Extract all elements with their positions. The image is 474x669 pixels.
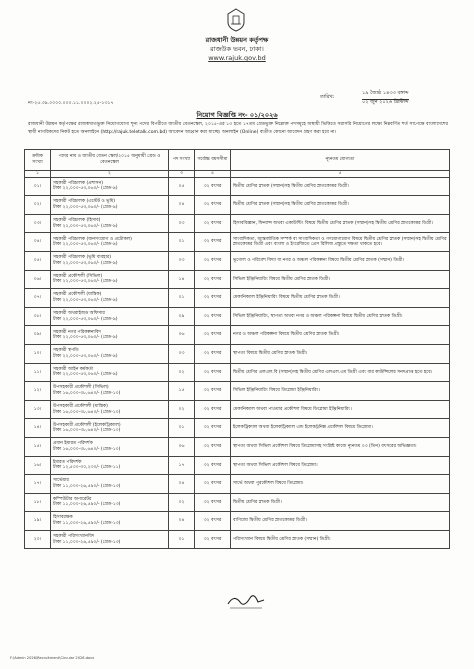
post-cell bbox=[51, 382, 169, 401]
post-name: সহকারী অথরাইজড অফিসার bbox=[53, 310, 105, 316]
age-cell bbox=[195, 326, 231, 345]
serial-text: ১৬। bbox=[33, 462, 42, 468]
serial-text: ১১। bbox=[33, 369, 42, 375]
age-cell bbox=[195, 475, 231, 494]
serial-cell bbox=[25, 400, 51, 419]
age-cell bbox=[195, 530, 231, 549]
serial-text: ২০। bbox=[33, 536, 42, 542]
post-cell bbox=[51, 475, 169, 494]
post-name: সহকারী পরিসংখ্যানবিদ bbox=[53, 534, 95, 540]
post-grade: টাকা ২২,০০০-৫৩,০৬০/- (গ্রেড-৯) bbox=[53, 316, 118, 322]
serial-cell bbox=[25, 475, 51, 494]
post-count: ০৪ bbox=[178, 202, 185, 208]
table-row bbox=[25, 512, 450, 531]
index-cell: ১ bbox=[25, 171, 51, 178]
serial-cell bbox=[25, 419, 51, 438]
post-count: ০৪ bbox=[178, 481, 185, 487]
post-count: ০২ bbox=[178, 406, 185, 412]
post-name: উপসহকারী প্রকৌশলী (যান্ত্রিক) bbox=[53, 403, 108, 409]
table-row bbox=[25, 344, 450, 363]
post-name: সহকারী প্রকৌশলী (সিভিল) bbox=[53, 273, 103, 279]
qualification-cell bbox=[231, 493, 450, 512]
header-post: পদের নাম ও জাতীয় বেতন স্কেল/২০১৫ অনুযায়ী গ্রেড ও বেতনস্কেল bbox=[51, 150, 169, 171]
qualification-cell bbox=[231, 307, 450, 326]
post-grade: টাকা ২২,০০০-৫৩,০৬০/- (গ্রেড-৯) bbox=[53, 204, 118, 210]
serial-text: ০৩। bbox=[33, 220, 42, 226]
age-limit: ৩২ বৎসর bbox=[203, 462, 222, 468]
qualification-cell bbox=[231, 177, 450, 196]
post-count: ০১ bbox=[178, 239, 185, 245]
age-limit: ৩২ বৎসর bbox=[203, 369, 222, 375]
serial-cell bbox=[25, 512, 51, 531]
count-cell bbox=[169, 289, 195, 308]
circular-title: নিয়োগ বিজ্ঞপ্তি নং- ০১/২০২৬ bbox=[196, 111, 278, 119]
table-index-row bbox=[25, 171, 450, 178]
age-limit: ৩২ বৎসর bbox=[203, 332, 222, 338]
count-cell bbox=[169, 326, 195, 345]
count-cell bbox=[169, 456, 195, 475]
age-cell bbox=[195, 233, 231, 252]
age-cell bbox=[195, 493, 231, 512]
age-limit: ৩২ বৎসর bbox=[203, 406, 222, 412]
serial-cell bbox=[25, 530, 51, 549]
table-row bbox=[25, 363, 450, 382]
post-cell bbox=[51, 289, 169, 308]
age-limit: ৩২ বৎসর bbox=[203, 388, 222, 394]
post-name: হিসাবরক্ষক bbox=[53, 515, 73, 521]
serial-cell bbox=[25, 326, 51, 345]
age-limit: ৩২ বৎসর bbox=[203, 202, 222, 208]
table-row bbox=[25, 493, 450, 512]
serial-cell bbox=[25, 251, 51, 270]
posts-table bbox=[24, 149, 450, 549]
serial-text: ১৭। bbox=[33, 481, 42, 487]
qualification-cell bbox=[231, 344, 450, 363]
index-cell: ৩ bbox=[169, 171, 195, 178]
serial-text: ০২। bbox=[33, 202, 42, 208]
post-cell bbox=[51, 177, 169, 196]
qualification-text: নগর ও অঞ্চল পরিকল্পনা বিষয়ে দ্বিতীয় শ্রেণির স্নাতক ডিগ্রী। bbox=[233, 332, 340, 338]
count-cell bbox=[169, 493, 195, 512]
post-count: ০১ bbox=[178, 536, 185, 542]
serial-text: ০৬। bbox=[33, 276, 42, 282]
table-row bbox=[25, 251, 450, 270]
post-count: ০৯ bbox=[178, 313, 185, 319]
index-cell: ৫ bbox=[231, 171, 450, 178]
post-cell bbox=[51, 530, 169, 549]
qualification-text: দ্বিতীয় শ্রেণির স্নাতক (সম্মান)সহ দ্বিতীয় শ্রেণির স্নাতকোত্তর ডিগ্রী। bbox=[233, 183, 349, 189]
count-cell bbox=[169, 419, 195, 438]
serial-cell bbox=[25, 363, 51, 382]
qualification-text: স্থাপত্য বিষয়ে দ্বিতীয় শ্রেণির স্নাতক ডিগ্রী। bbox=[233, 350, 308, 356]
post-count: ০২ bbox=[178, 369, 185, 375]
serial-text: ০৫। bbox=[33, 257, 42, 263]
post-name: সার্ভেয়ার bbox=[53, 478, 69, 484]
post-cell bbox=[51, 233, 169, 252]
serial-text: ০৭। bbox=[33, 295, 42, 301]
qualification-cell bbox=[231, 400, 450, 419]
serial-cell bbox=[25, 456, 51, 475]
post-grade: টাকা ২২,০০০-৫৩,০৬০/- (গ্রেড-৯) bbox=[53, 186, 118, 192]
post-count: ১৫ bbox=[178, 388, 185, 394]
age-limit: ৩২ বৎসর bbox=[203, 239, 222, 245]
post-count: ১৭ bbox=[178, 462, 185, 468]
age-cell bbox=[195, 177, 231, 196]
count-cell bbox=[169, 196, 195, 215]
post-name: সহকারী পরিচালক (জনসংযোগ ও প্রটোকল) bbox=[53, 236, 132, 242]
age-cell bbox=[195, 289, 231, 308]
age-limit: ৩২ বৎসর bbox=[203, 183, 222, 189]
age-cell bbox=[195, 512, 231, 531]
serial-cell bbox=[25, 214, 51, 233]
qualification-text: সিভিল ইঞ্জিনিয়ারিং বিষয়ে ডিপ্লোমা ইঞ্জিনিয়ারিং। bbox=[233, 388, 321, 394]
age-cell bbox=[195, 196, 231, 215]
org-address: রাজউক ভবন, ঢাকা। bbox=[210, 45, 264, 53]
table-row bbox=[25, 196, 450, 215]
serial-text: ০১। bbox=[33, 183, 42, 189]
footer-filepath: F:\Admin 2026\Recruitment\Circular 2026.docx bbox=[10, 656, 95, 660]
post-grade: টাকা ২২,০০০-৫৩,০৬০/- (গ্রেড-৯) bbox=[53, 242, 118, 248]
table-row bbox=[25, 437, 450, 456]
serial-text: ০৪। bbox=[33, 239, 42, 245]
serial-text: ১৫। bbox=[33, 443, 42, 449]
age-cell bbox=[195, 400, 231, 419]
post-grade: টাকা ২২,০০০-৫৩,০৬০/- (গ্রেড-৯) bbox=[53, 223, 118, 229]
index-cell: ২ bbox=[51, 171, 169, 178]
post-count: ০১ bbox=[178, 425, 185, 431]
count-cell bbox=[169, 512, 195, 531]
qualification-cell bbox=[231, 196, 450, 215]
qualification-cell bbox=[231, 437, 450, 456]
qualification-text: সিভিল ইঞ্জিনিয়ারিং, স্থাপত্য অথবা নগর ও অঞ্চল পরিকল্পনা বিষয়ে দ্বিতীয় শ্রেণির স্নাতক ডিগ্রী। bbox=[233, 313, 403, 319]
age-cell bbox=[195, 270, 231, 289]
age-limit: ৩২ বৎসর bbox=[203, 425, 222, 431]
header-qualification: ন্যূনতম যোগ্যতা bbox=[231, 150, 450, 171]
qualification-text: স্থাপত্য অথবা সিভিল প্রকৌশল বিষয়ে ডিপ্লোমা। bbox=[233, 462, 318, 468]
age-limit: ৩২ বৎসর bbox=[203, 257, 222, 263]
age-cell bbox=[195, 214, 231, 233]
age-limit: ৩২ বৎসর bbox=[203, 313, 222, 319]
post-cell bbox=[51, 512, 169, 531]
serial-text: ১৪। bbox=[33, 425, 42, 431]
age-cell bbox=[195, 382, 231, 401]
post-grade: টাকা ১১,০০০-২৬,৫৯০/- (গ্রেড-১৩) bbox=[53, 483, 121, 489]
table-row bbox=[25, 400, 450, 419]
post-cell bbox=[51, 344, 169, 363]
serial-cell bbox=[25, 270, 51, 289]
header-serial: ক্রমিক সংখ্যা bbox=[25, 150, 51, 171]
post-grade: টাকা ২২,০০০-৫৩,০৬০/- (গ্রেড-৯) bbox=[53, 353, 118, 359]
table-row bbox=[25, 530, 450, 549]
age-limit: ৩২ বৎসর bbox=[203, 518, 222, 524]
age-cell bbox=[195, 344, 231, 363]
qualification-cell bbox=[231, 233, 450, 252]
serial-cell bbox=[25, 307, 51, 326]
age-cell bbox=[195, 456, 231, 475]
table-row bbox=[25, 289, 450, 308]
header-age: সর্বোচ্চ বয়সসীমা bbox=[195, 150, 231, 171]
post-cell bbox=[51, 251, 169, 270]
post-grade: টাকা ১৬,০০০-৩৮,৬৪০/- (গ্রেড-১০) bbox=[53, 428, 121, 434]
date-label: তারিখ: bbox=[320, 94, 335, 100]
serial-cell bbox=[25, 196, 51, 215]
count-cell bbox=[169, 363, 195, 382]
post-name: কম্পিউটার অপারেটর bbox=[53, 496, 92, 502]
post-cell bbox=[51, 363, 169, 382]
qualification-text: মেকানিক্যাল ইঞ্জিনিয়ারিং বিষয়ে দ্বিতীয় শ্রেণির স্নাতক ডিগ্রী। bbox=[233, 295, 340, 301]
age-limit: ৩২ বৎসর bbox=[203, 443, 222, 449]
post-grade: টাকা ১১,০০০-২৬,৫৯০/- (গ্রেড-১৩) bbox=[53, 539, 121, 545]
qualification-text: স্থাপত্য অথবা সিভিল প্রকৌশল বিষয়ে ডিপ্লোমাসহ সংশ্লিষ্ট কাজে ন্যূনতম ০৩ (তিন) বৎসরের অভিজ্ঞতা। bbox=[233, 443, 417, 449]
qualification-cell bbox=[231, 382, 450, 401]
post-grade: টাকা ১৬,০০০-৩৮,৬৪০/- (গ্রেড-১০) bbox=[53, 390, 121, 396]
table-row bbox=[25, 326, 450, 345]
count-cell bbox=[169, 251, 195, 270]
count-cell bbox=[169, 344, 195, 363]
qualification-cell bbox=[231, 363, 450, 382]
serial-text: ১৮। bbox=[33, 499, 42, 505]
serial-text: ০৮। bbox=[33, 313, 42, 319]
table-row bbox=[25, 233, 450, 252]
count-cell bbox=[169, 270, 195, 289]
post-count: ০৩ bbox=[178, 350, 185, 356]
qualification-text: দ্বিতীয় শ্রেণির এলএল.বি (সম্মান)সহ দ্বিতীয় শ্রেণির এলএল.এম ডিগ্রী এবং বার কাউন্সিলের সনদপ্রাপ্ত হতে হবে। bbox=[233, 369, 433, 375]
count-cell bbox=[169, 177, 195, 196]
org-name: রাজধানী উন্নয়ন কর্তৃপক্ষ bbox=[205, 36, 269, 44]
qualification-cell bbox=[231, 456, 450, 475]
rajuk-logo-icon bbox=[226, 8, 246, 32]
post-cell bbox=[51, 196, 169, 215]
post-grade: টাকা ২২,০০০-৫৩,০৬০/- (গ্রেড-৯) bbox=[53, 335, 118, 341]
age-limit: ৩২ বৎসর bbox=[203, 499, 222, 505]
post-cell bbox=[51, 437, 169, 456]
post-count: ০১ bbox=[178, 295, 185, 301]
qualification-cell bbox=[231, 270, 450, 289]
post-grade: টাকা ১৬,০০০-৩৮,৬৪০/- (গ্রেড-১০) bbox=[53, 409, 121, 415]
post-name: সহকারী আইন কর্মকর্তা bbox=[53, 366, 94, 372]
serial-cell bbox=[25, 177, 51, 196]
count-cell bbox=[169, 382, 195, 401]
count-cell bbox=[169, 214, 195, 233]
post-count: ০৩ bbox=[178, 220, 185, 226]
age-cell bbox=[195, 363, 231, 382]
qualification-text: ভূগোল ও পরিবেশ বিদ্যা বা নগর ও অঞ্চল পরিকল্পনা বিষয়ে দ্বিতীয় শ্রেণির স্নাতক (সম্মান) ডিগ্রী। bbox=[233, 257, 405, 263]
header-count: পদ সংখ্যা bbox=[169, 150, 195, 171]
post-grade: টাকা ২২,০০০-৫৩,০৬০/- (গ্রেড-৯) bbox=[53, 279, 118, 285]
serial-text: ১০। bbox=[33, 350, 42, 356]
post-name: প্রধান ইমারত পরিদর্শক bbox=[53, 441, 93, 447]
post-cell bbox=[51, 400, 169, 419]
post-name: সহকারী পরিচালক (হিসাব) bbox=[53, 217, 101, 223]
qualification-text: বাণিজ্যে দ্বিতীয় শ্রেণির স্নাতকোত্তর ডিগ্রী। bbox=[233, 518, 307, 524]
post-cell bbox=[51, 419, 169, 438]
qualification-text: সার্ভে অথবা পুরকৌশল বিষয়ে ডিপ্লোমা। bbox=[233, 481, 304, 487]
serial-cell bbox=[25, 382, 51, 401]
qualification-text: দ্বিতীয় শ্রেণির স্নাতক ডিগ্রী। bbox=[233, 499, 282, 505]
post-grade: টাকা ২২,০০০-৫৩,০৬০/- (গ্রেড-৯) bbox=[53, 260, 118, 266]
post-name: সহকারী প্রকৌশলী (যান্ত্রিক) bbox=[53, 292, 102, 298]
post-name: সহকারী স্থপতি bbox=[53, 348, 79, 354]
count-cell bbox=[169, 233, 195, 252]
post-cell bbox=[51, 307, 169, 326]
serial-cell bbox=[25, 233, 51, 252]
age-limit: ৩২ বৎসর bbox=[203, 481, 222, 487]
post-grade: টাকা ১১,০০০-২৬,৫৯০/- (গ্রেড-১৩) bbox=[53, 521, 121, 527]
table-body bbox=[25, 177, 450, 549]
serial-text: ১৯। bbox=[33, 518, 42, 524]
qualification-cell bbox=[231, 419, 450, 438]
table-header-row bbox=[25, 150, 450, 171]
qualification-cell bbox=[231, 530, 450, 549]
qualification-text: মেকানিক্যাল অথবা পাওয়ার প্রকৌশল বিষয়ে ডিপ্লোমা ইঞ্জিনিয়ারিং। bbox=[233, 406, 352, 412]
age-limit: ৩২ বৎসর bbox=[203, 536, 222, 542]
serial-text: ১৩। bbox=[33, 406, 42, 412]
qualification-text: সিভিল ইঞ্জিনিয়ারিং বিষয়ে দ্বিতীয় শ্রেণির স্নাতক ডিগ্রী। bbox=[233, 276, 331, 282]
qualification-text: সাংবাদিকতা, আন্তর্জাতিক সম্পর্ক বা সাংবাদিকতা ও গণযোগাযোগ বিষয়ে দ্বিতীয় শ্রেণির স্নাতক (সম্মান)সহ দ্বিতীয় শ্রেণির স্নাতকোত্তর ডিগ্রী এবং বাংলা ও ইংরেজিতে প্রেস রিলিজ প্রস্তুতে দক্ষতা থাকতে হবে। bbox=[233, 236, 447, 248]
qualification-cell bbox=[231, 326, 450, 345]
serial-text: ১২। bbox=[33, 388, 42, 394]
table-row bbox=[25, 419, 450, 438]
count-cell bbox=[169, 530, 195, 549]
post-count: ০৫ bbox=[178, 183, 185, 189]
count-cell bbox=[169, 475, 195, 494]
serial-text: ০৯। bbox=[33, 332, 42, 338]
post-name: উপসহকারী প্রকৌশলী (সিভিল) bbox=[53, 385, 109, 391]
qualification-text: পরিসংখ্যান বিষয়ে দ্বিতীয় শ্রেণির স্নাতক (সম্মান) ডিগ্রী। bbox=[233, 536, 331, 542]
age-cell bbox=[195, 437, 231, 456]
date-bangla: ১৯ জ্যৈষ্ঠ ১৪৩৩ বঙ্গাব্দ bbox=[362, 90, 409, 100]
index-cell: ৪ bbox=[195, 171, 231, 178]
serial-cell bbox=[25, 493, 51, 512]
memo-number: নং-২৫.৩৯.০০০০.০০০.১১.০০০২.২৫-১৩১৭ bbox=[28, 101, 114, 106]
qualification-text: হিসাববিজ্ঞান, ফিন্যান্স অথবা একাউন্টিং বিষয়ে দ্বিতীয় শ্রেণির স্নাতক (সম্মান)সহ দ্বিতীয় শ্রেণির স্নাতকোত্তর ডিগ্রী। bbox=[233, 220, 433, 226]
post-grade: টাকা ১১,০০০-২৬,৫৯০/- (গ্রেড-১৩) bbox=[53, 502, 121, 508]
qualification-cell bbox=[231, 214, 450, 233]
post-name: উপসহকারী প্রকৌশলী (ইলেকট্রিক্যাল) bbox=[53, 422, 121, 428]
qualification-text: ইলেকট্রিক্যাল অথবা ইলেকট্রিক্যাল এন্ড ইলেকট্রনিক্স প্রকৌশল বিষয়ে ডিপ্লোমা। bbox=[233, 425, 373, 431]
age-limit: ৩২ বৎসর bbox=[203, 276, 222, 282]
serial-cell bbox=[25, 344, 51, 363]
qualification-cell bbox=[231, 251, 450, 270]
qualification-text: দ্বিতীয় শ্রেণির স্নাতক (সম্মান)সহ দ্বিতীয় শ্রেণির স্নাতকোত্তর ডিগ্রী। bbox=[233, 202, 349, 208]
signature-icon bbox=[224, 590, 268, 612]
age-cell bbox=[195, 251, 231, 270]
post-count: ০৩ bbox=[178, 257, 185, 263]
post-name: সহকারী পরিচালক (এস্টেট ও ভূমি) bbox=[53, 199, 116, 205]
post-cell bbox=[51, 493, 169, 512]
post-grade: টাকা ১২,৫০০-৩০,২৩০/- (গ্রেড-১১) bbox=[53, 465, 121, 471]
post-grade: টাকা ২২,০০০-৫৩,০৬০/- (গ্রেড-৯) bbox=[53, 297, 118, 303]
org-website[interactable]: www.rajuk.gov.bd bbox=[208, 54, 266, 62]
table-row bbox=[25, 214, 450, 233]
age-cell bbox=[195, 307, 231, 326]
qualification-cell bbox=[231, 289, 450, 308]
post-grade: টাকা ২২,০০০-৫৩,০৬০/- (গ্রেড-৯) bbox=[53, 372, 118, 378]
table-row bbox=[25, 456, 450, 475]
age-limit: ৩২ বৎসর bbox=[203, 220, 222, 226]
qualification-cell bbox=[231, 475, 450, 494]
age-limit: ৩২ বৎসর bbox=[203, 295, 222, 301]
post-count: ১৪ bbox=[178, 276, 185, 282]
age-cell bbox=[195, 419, 231, 438]
table-row bbox=[25, 177, 450, 196]
post-name: ইমারত পরিদর্শক bbox=[53, 459, 82, 465]
serial-cell bbox=[25, 437, 51, 456]
post-cell bbox=[51, 456, 169, 475]
post-count: ০৪ bbox=[178, 518, 185, 524]
count-cell bbox=[169, 437, 195, 456]
circular-intro: রাজধানী উন্নয়ন কর্তৃপক্ষের রাজস্বখাতভুক্ত নিয়োগযোগ্য শূন্য পদের বিপরীতে জাতীয় বেতনস্কেল, ২০১৫-এর ১৩ হতে ১৭তম গ্রেডভুক্ত নিম্নোক্ত পদসমূহে অস্থায়ী ভিত্তিতে সরাসরি নিয়োগের লক্ষ্যে নিম্নবর্ণিত শর্ত সাপেক্ষে বাংলাদেশের স্থায়ী নাগরিকদের নিকট হতে অনলাইনে (http://rajuk.teletalk.com.bd) আবেদন আহ্বান করা যাচ্ছে। অনলাইন (Online) ব্যতীত কোনো আবেদন গ্রহণ করা হবে না। bbox=[28, 122, 448, 135]
table-row bbox=[25, 270, 450, 289]
table-row bbox=[25, 307, 450, 326]
table-row bbox=[25, 475, 450, 494]
post-cell bbox=[51, 270, 169, 289]
count-cell bbox=[169, 307, 195, 326]
post-cell bbox=[51, 326, 169, 345]
post-count: ০৬ bbox=[178, 332, 185, 338]
age-limit: ৩২ বৎসর bbox=[203, 350, 222, 356]
table-row bbox=[25, 382, 450, 401]
count-cell bbox=[169, 400, 195, 419]
date-english: ০২ জুন ২০২৬ খ্রিস্টাব্দ bbox=[362, 99, 409, 105]
post-cell bbox=[51, 214, 169, 233]
qualification-cell bbox=[231, 512, 450, 531]
post-name: সহকারী নগর পরিকল্পনাবিদ bbox=[53, 329, 101, 335]
post-grade: টাকা ১৬,০০০-৩৮,৬৪০/- (গ্রেড-১০) bbox=[53, 446, 121, 452]
post-count: ০৬ bbox=[178, 443, 185, 449]
post-count: ০২ bbox=[178, 499, 185, 505]
post-name: সহকারী পরিচালক (প্রশাসন) bbox=[53, 180, 103, 186]
post-name: সহকারী পরিচালক (ভূমি ব্যবহার) bbox=[53, 255, 112, 261]
serial-cell bbox=[25, 289, 51, 308]
